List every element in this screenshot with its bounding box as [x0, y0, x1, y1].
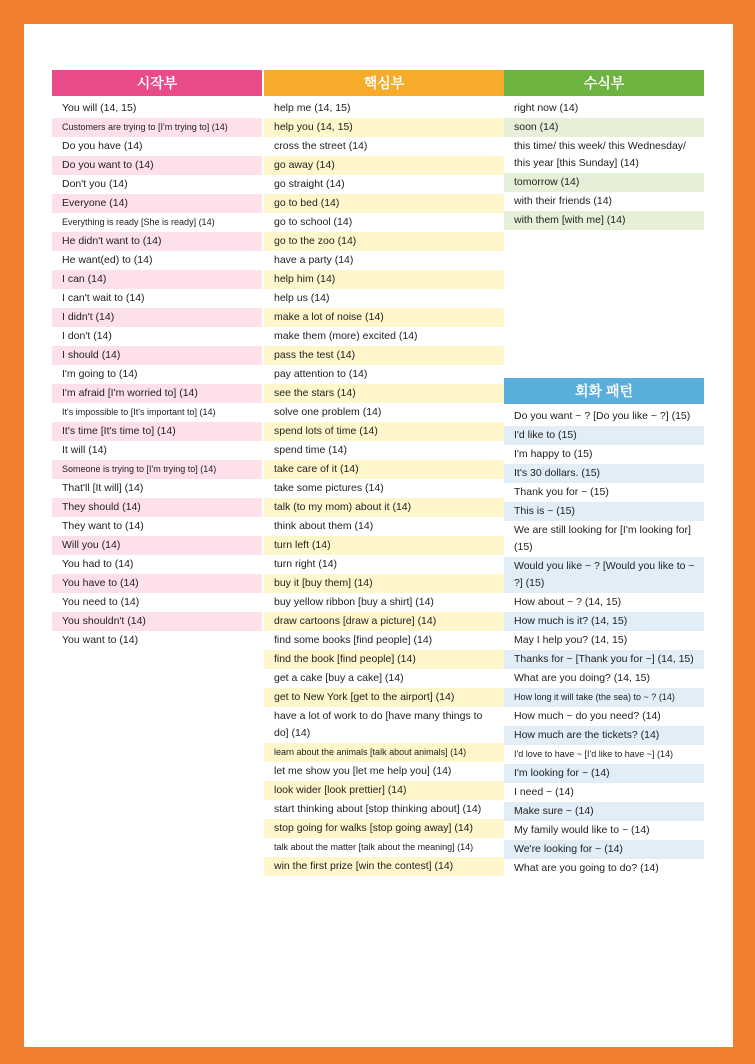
list-item: I'm afraid [I'm worried to] (14) [52, 384, 262, 403]
list-item: turn left (14) [264, 536, 504, 555]
list-item: spend time (14) [274, 444, 347, 456]
list-item: Thank you for ~ (15) [514, 486, 609, 498]
list-item: go to the zoo (14) [264, 232, 504, 251]
list-item: go to school (14) [274, 216, 353, 228]
list-item: I didn't (14) [52, 308, 262, 327]
list-item: make them (more) excited (14) [274, 330, 418, 342]
core-header: 핵심부 [264, 70, 504, 96]
list-item: I'd love to have ~ [I'd like to have ~] (14) [514, 749, 674, 759]
list-item: You will (14, 15) [62, 102, 137, 114]
list-item: get a cake [buy a cake] (14) [274, 672, 404, 684]
list-item: He didn't want to (14) [52, 232, 262, 251]
list-item: help me (14, 15) [274, 102, 351, 114]
list-item: This is ~ (15) [504, 502, 704, 521]
list-item: this time/ this week/ this Wednesday/ this year [this Sunday] (14) [514, 140, 686, 169]
list-item: soon (14) [504, 118, 704, 137]
list-item: take some pictures (14) [274, 482, 384, 494]
list-item: start thinking about [stop thinking about] (14) [274, 803, 482, 815]
list-item: Do you have (14) [62, 140, 143, 152]
list-item: tomorrow (14) [504, 173, 704, 192]
list-item: go away (14) [264, 156, 504, 175]
list-item: let me show you [let me help you] (14) [274, 765, 452, 777]
list-item: They should (14) [52, 498, 262, 517]
list-item: I'm going to (14) [62, 368, 138, 380]
modifier-list [504, 99, 704, 230]
list-item: You have to (14) [52, 574, 262, 593]
list-item: Customers are trying to [I'm trying to] (14) [52, 118, 262, 137]
list-item: think about them (14) [274, 520, 374, 532]
core-list [264, 99, 504, 876]
list-item: win the first prize [win the contest] (14) [264, 857, 504, 876]
list-item: How about ~ ? (14, 15) [514, 596, 622, 608]
list-item: go straight (14) [274, 178, 345, 190]
list-item: I can (14) [52, 270, 262, 289]
list-item: It's impossible to [It's important to] (14) [62, 407, 216, 417]
list-item: with them [with me] (14) [504, 211, 704, 230]
list-item: learn about the animals [talk about animals] (14) [264, 743, 504, 762]
list-item: pass the test (14) [264, 346, 504, 365]
list-item: solve one problem (14) [274, 406, 382, 418]
list-item: Someone is trying to [I'm trying to] (14) [52, 460, 262, 479]
list-item: Everyone (14) [52, 194, 262, 213]
list-item: talk (to my mom) about it (14) [264, 498, 504, 517]
list-item: look wider [look prettier] (14) [264, 781, 504, 800]
conversation-list [504, 407, 704, 878]
list-item: make a lot of noise (14) [264, 308, 504, 327]
list-item: Will you (14) [52, 536, 262, 555]
list-item: My family would like to ~ (14) [514, 824, 650, 836]
list-item: I don't (14) [62, 330, 112, 342]
list-item: You had to (14) [62, 558, 134, 570]
list-item: have a party (14) [274, 254, 354, 266]
list-item: It will (14) [62, 444, 107, 456]
list-item: It's 30 dollars. (15) [504, 464, 704, 483]
conversation-header: 회화 패턴 [504, 378, 704, 404]
list-item: You shouldn't (14) [52, 612, 262, 631]
list-item: cross the street (14) [274, 140, 368, 152]
list-item: We are still looking for [I'm looking for] (15) [514, 524, 691, 553]
list-item: How much is it? (14, 15) [504, 612, 704, 631]
list-item: stop going for walks [stop going away] (14) [264, 819, 504, 838]
list-item: Thanks for ~ [Thank you for ~] (14, 15) [504, 650, 704, 669]
list-item: Do you want to (14) [52, 156, 262, 175]
list-item: see the stars (14) [264, 384, 504, 403]
list-item: We're looking for ~ (14) [504, 840, 704, 859]
list-item: buy it [buy them] (14) [264, 574, 504, 593]
list-item: Would you like ~ ? [Would you like to ~ ?] (15) [504, 557, 704, 593]
modifier-header: 수식부 [504, 70, 704, 96]
core-column [264, 70, 504, 876]
start-header: 시작부 [52, 70, 262, 96]
list-item: get to New York [get to the airport] (14) [264, 688, 504, 707]
list-item: It's time [It's time to] (14) [52, 422, 262, 441]
list-item: Do you want ~ ? [Do you like ~ ?] (15) [514, 410, 691, 422]
list-item: I need ~ (14) [514, 786, 574, 798]
list-item: Everything is ready [She is ready] (14) [62, 217, 215, 227]
list-item: help you (14, 15) [264, 118, 504, 137]
list-item: How much are the tickets? (14) [504, 726, 704, 745]
list-item: Don't you (14) [62, 178, 128, 190]
list-item: I'd like to (15) [504, 426, 704, 445]
list-item: I'm looking for ~ (14) [504, 764, 704, 783]
list-item: spend lots of time (14) [264, 422, 504, 441]
list-item: find some books [find people] (14) [274, 634, 433, 646]
list-item: What are you doing? (14, 15) [514, 672, 650, 684]
list-item: go to bed (14) [264, 194, 504, 213]
list-item: pay attention to (14) [274, 368, 368, 380]
list-item: turn right (14) [274, 558, 338, 570]
list-item: find the book [find people] (14) [264, 650, 504, 669]
list-item: That'll [It will] (14) [62, 482, 144, 494]
list-item: How much ~ do you need? (14) [514, 710, 661, 722]
list-item: right now (14) [514, 102, 579, 114]
list-item: help him (14) [264, 270, 504, 289]
list-item: How long it will take (the sea) to ~ ? (14) [504, 688, 704, 707]
list-item: Make sure ~ (14) [504, 802, 704, 821]
list-item: They want to (14) [62, 520, 144, 532]
list-item: I'm happy to (15) [514, 448, 593, 460]
start-list [52, 99, 262, 650]
list-item: I should (14) [52, 346, 262, 365]
list-item: May I help you? (14, 15) [514, 634, 628, 646]
list-item: with their friends (14) [514, 195, 613, 207]
list-item: talk about the matter [talk about the meaning] (14) [274, 842, 474, 852]
list-item: You need to (14) [62, 596, 140, 608]
list-item: take care of it (14) [264, 460, 504, 479]
list-item: buy yellow ribbon [buy a shirt] (14) [274, 596, 434, 608]
list-item: draw cartoons [draw a picture] (14) [264, 612, 504, 631]
list-item: What are you going to do? (14) [514, 862, 659, 874]
list-item: help us (14) [274, 292, 330, 304]
list-item: have a lot of work to do [have many things to do] (14) [274, 710, 483, 739]
list-item: I can't wait to (14) [62, 292, 145, 304]
conversation-column [504, 378, 704, 878]
modifier-column [504, 70, 704, 230]
start-column [52, 70, 262, 650]
list-item: He want(ed) to (14) [62, 254, 153, 266]
list-item: You want to (14) [62, 634, 139, 646]
page-sheet [24, 24, 733, 1047]
